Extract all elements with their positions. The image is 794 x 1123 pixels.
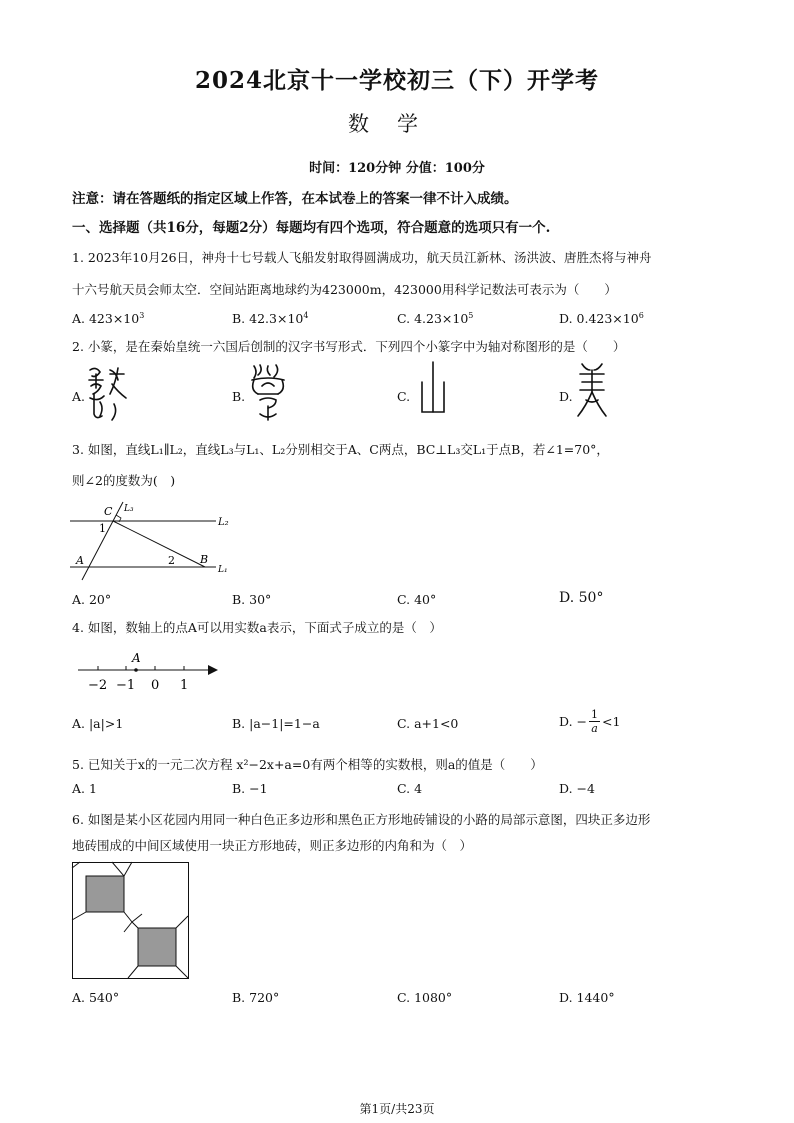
q5-option-c: C. 4 [397,781,423,796]
q2-text: 2. 小篆，是在秦始皇统一六国后创制的汉字书写形式．下列四个小篆字中为轴对称图形的是（ ） [72,339,626,354]
q4-option-d-suffix: <1 [602,714,621,729]
label-angle-1: 1 [99,522,106,535]
seal-glyph-d-image [574,360,610,424]
fraction-denominator: a [591,722,598,735]
q6-option-c: C. 1080° [397,990,453,1005]
tick-label-neg2: −2 [88,678,108,693]
q1-line1: 1. 2023年10月26日，神舟十七号载人飞船发射取得圆满成功，航天员江新林、汤洪波、唐胜杰将与神舟 [72,250,652,265]
q1-value-2: 423000 [394,282,442,297]
q5-option-a: A. 1 [72,781,97,796]
q4-number-line [74,646,224,696]
q1-option-a-exp: 3 [139,311,145,320]
q3-option-a: A. 20° [72,592,112,607]
q1-option-b [232,311,308,326]
seal-glyph-c-image [418,360,448,424]
label-l1: L₁ [218,565,228,575]
label-l2: L₂ [218,517,229,528]
seal-glyph-b-image [248,362,290,424]
q4-option-d-prefix: D. − [559,714,587,729]
q1-option-d-base: D. 0.423×10 [559,311,639,327]
q1-option-b-base: B. 42.3×10 [232,311,304,327]
q1-text-c: 用科学记数法可表示为（ ） [441,282,617,297]
gray-square-tile-1 [86,876,124,912]
section-heading: 一、选择题（共16分，每题2分）每题均有四个选项，符合题意的选项只有一个. [72,220,551,236]
q4-text: 4. 如图，数轴上的点A可以用实数a表示，下面式子成立的是（ ） [72,620,442,635]
label-b: B [200,553,209,566]
tick-label-0: 0 [151,678,160,693]
q2-option-c: C. [397,389,411,404]
q5-option-d: D. −4 [559,781,595,796]
gray-square-tile-2 [138,928,176,966]
q6-option-a: A. 540° [72,990,120,1005]
q6-line2: 地砖围成的中间区域使用一块正方形地砖，则正多边形的内角和为（ ） [72,838,473,853]
q4-option-c: C. a+1<0 [397,716,459,731]
q1-option-c [397,311,473,326]
number-line-arrow-icon [208,665,218,675]
q5-text: 5. 已知关于x的一元二次方程 x²−2x+a=0有两个相等的实数根，则a的值是（ ） [72,757,543,772]
fraction-numerator: 1 [591,708,598,721]
q5-option-b: B. −1 [232,781,268,796]
q2-option-a: A. [72,389,86,404]
q4-option-a: A. |a|>1 [72,716,124,731]
q3-option-d: D. 50° [559,590,604,606]
q1-option-a-base: A. 423×10 [72,311,140,327]
q6-line1: 6. 如图是某小区花园内用同一种白色正多边形和黑色正方形地砖铺设的小路的局部示意图，四块正多边形 [72,812,651,827]
q1-option-a [72,311,144,326]
q3-line2: 则∠2的度数为( ) [72,473,176,488]
q3-figure [68,500,238,584]
tick-label-1: 1 [180,678,189,693]
q3-line1: 3. 如图，直线L₁∥L₂，直线L₃与L₁、L₂分别相交于A、C两点，BC⊥L₃交L₁于点B，若∠1=70°， [72,442,609,457]
label-a: A [76,554,84,567]
exam-meta: 时间：120分钟 分值：100分 [309,161,485,176]
q1-text-b: ， [381,282,395,297]
q3-option-b: B. 30° [232,592,272,607]
notice: 注意：请在答题纸的指定区域上作答，在本试卷上的答案一律不计入成绩。 [72,191,518,207]
q4-option-d-fraction [589,708,600,735]
q6-option-b: B. 720° [232,990,280,1005]
q4-option-b: B. |a−1|=1−a [232,716,320,731]
q2-option-d: D. [559,389,573,404]
q1-option-b-exp: 4 [303,311,309,320]
label-angle-2: 2 [168,554,175,567]
q1-line2 [72,280,617,298]
q1-option-c-base: C. 4.23×10 [397,311,469,327]
seal-glyph-a-image [86,364,130,426]
q1-option-c-exp: 5 [468,311,474,320]
q4-option-d [559,708,620,735]
q1-value-1: 423000m [322,282,382,297]
segment-bc [113,521,205,567]
q6-tile-figure [72,862,190,980]
line-l3 [82,502,123,580]
point-a [134,668,138,672]
q1-option-d-exp: 6 [638,311,644,320]
subject-title: 数学 [348,112,446,136]
exam-title: 2024北京十一学校初三（下）开学考 [194,67,599,94]
q2-option-b: B. [232,389,246,404]
label-c: C [104,505,113,518]
q1-text-a: 十六号航天员会师太空．空间站距离地球约为 [72,282,323,297]
q6-option-d: D. 1440° [559,990,615,1005]
tick-label-neg1: −1 [116,678,136,693]
label-l3: L₃ [124,504,134,514]
q1-option-d [559,311,644,326]
label-point-a: A [132,651,141,665]
q3-option-c: C. 40° [397,592,437,607]
page-number: 第1页/共23页 [359,1102,435,1116]
